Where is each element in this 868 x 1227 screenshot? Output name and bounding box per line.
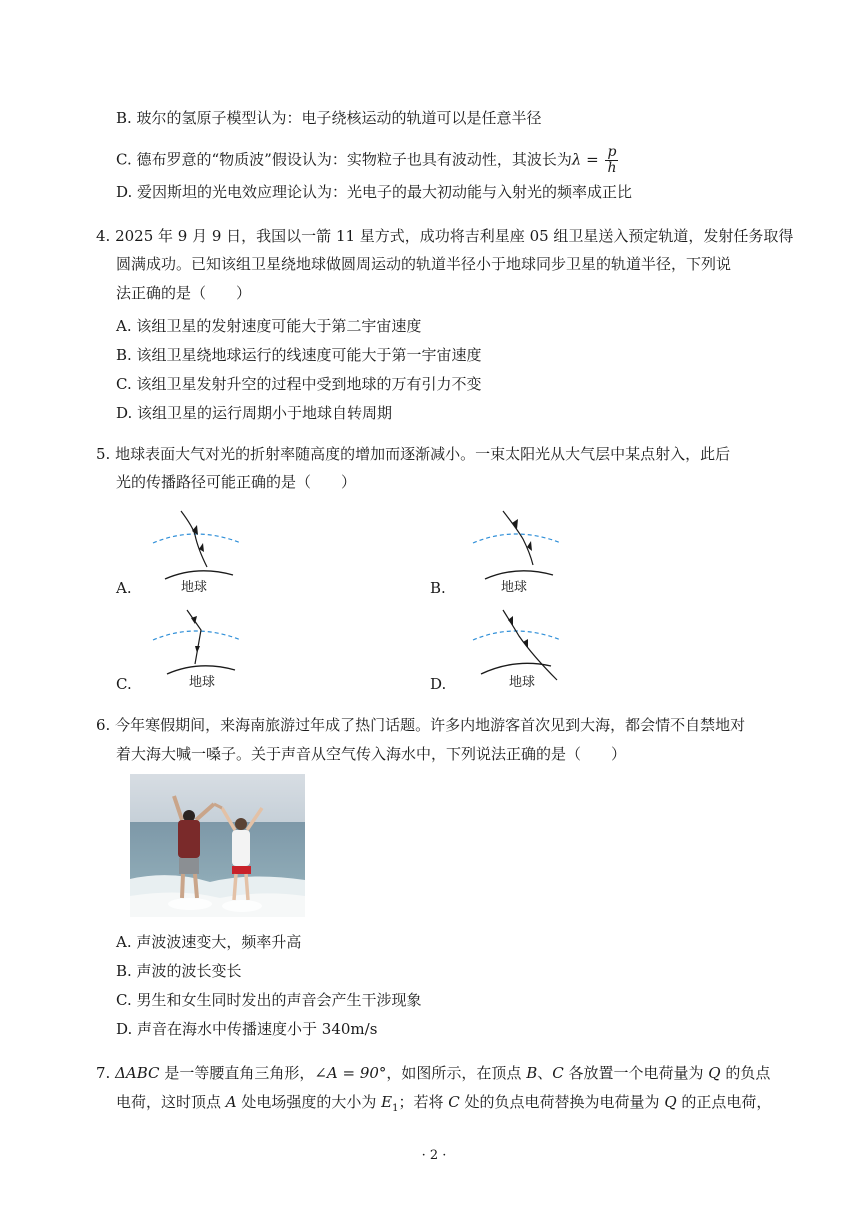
- q7-text: ，如图所示，在顶点: [386, 1064, 527, 1082]
- q6-option-d: D. 声音在海水中传播速度小于 340m/s: [116, 1020, 378, 1038]
- q7-stem-line2: [116, 1092, 771, 1119]
- fraction-numerator: p: [605, 145, 618, 161]
- q4-stem-line1: 4. 2025 年 9 月 9 日，我国以一箭 11 星方式，成功将吉利星座 05 组卫星送入预定轨道，发射任务取得: [96, 227, 794, 245]
- q3-option-d: D. 爱因斯坦的光电效应理论认为：光电子的最大初动能与入射光的频率成正比: [116, 183, 633, 201]
- q7-text: 处电场强度的大小为: [236, 1093, 382, 1111]
- q7-number: 7.: [96, 1064, 111, 1082]
- charge-q: Q: [708, 1064, 721, 1082]
- q4-stem-line2: 圆满成功。已知该组卫星绕地球做圆周运动的轨道半径小于地球同步卫星的轨道半径，下列说: [116, 255, 732, 273]
- diagram-b-label: B.: [430, 579, 446, 597]
- q6-option-a: A. 声波波速变大，频率升高: [116, 933, 302, 951]
- page-number: · 2 ·: [421, 1148, 447, 1163]
- diagram-d-label: D.: [430, 675, 447, 693]
- diagram-c-label: C.: [116, 675, 132, 693]
- q4-option-d: D. 该组卫星的运行周期小于地球自转周期: [116, 404, 393, 422]
- triangle-label: ΔABC: [115, 1064, 160, 1082]
- q7-text: 、: [537, 1064, 553, 1082]
- earth-surface: [167, 666, 235, 674]
- vertex-a: A: [225, 1093, 237, 1111]
- light-ray: [181, 511, 207, 567]
- earth-label: 地球: [509, 675, 536, 690]
- wavelength-fraction: [605, 145, 618, 176]
- vertex-c: C: [552, 1064, 564, 1082]
- charge-q: Q: [664, 1093, 677, 1111]
- q4-option-b: B. 该组卫星绕地球运行的线速度可能大于第一宇宙速度: [116, 346, 482, 364]
- q7-text: 处的负点电荷替换为电荷量为: [459, 1093, 665, 1111]
- earth-surface: [481, 663, 551, 674]
- earth-surface: [165, 571, 233, 579]
- diagram-a-label: A.: [116, 579, 132, 597]
- angle-label: ∠A = 90°: [314, 1064, 387, 1082]
- q7-text: 的正点电荷，: [676, 1093, 772, 1111]
- q7-text: 是一等腰直角三角形，: [159, 1064, 315, 1082]
- earth-label: 地球: [189, 675, 216, 690]
- q5-stem-line2: 光的传播路径可能正确的是（ ）: [116, 473, 357, 491]
- earth-label: 地球: [181, 580, 208, 595]
- q7-text: 各放置一个电荷量为: [563, 1064, 709, 1082]
- field-e-subscript: 1: [392, 1103, 399, 1114]
- earth-surface: [485, 571, 553, 579]
- q7-text: 的负点: [720, 1064, 771, 1082]
- q6-option-b: B. 声波的波长变长: [116, 962, 242, 980]
- light-ray: [503, 511, 533, 565]
- diagram-a: [145, 505, 255, 605]
- diagram-d: [465, 600, 575, 700]
- q6-stem-line1: 6. 今年寒假期间，来海南旅游过年成了热门话题。许多内地游客首次见到大海，都会情不自禁地对: [96, 716, 746, 734]
- earth-label: 地球: [501, 580, 528, 595]
- q3-option-c-text: C. 德布罗意的“物质波”假设认为：实物粒子也具有波动性，其波长为: [116, 150, 572, 169]
- q7-text: 电荷，这时顶点: [116, 1093, 226, 1111]
- q3-option-c: [116, 145, 618, 176]
- lambda-symbol: λ =: [571, 150, 599, 169]
- q5-stem-line1: 5. 地球表面大气对光的折射率随高度的增加而逐渐减小。一束太阳光从大气层中某点射入，此后: [96, 445, 731, 463]
- q3-option-b: B. 玻尔的氢原子模型认为：电子绕核运动的轨道可以是任意半径: [116, 109, 542, 127]
- q4-option-a: A. 该组卫星的发射速度可能大于第二宇宙速度: [116, 317, 422, 335]
- diagram-b: [465, 505, 575, 605]
- fraction-denominator: h: [607, 160, 617, 176]
- q4-option-c: C. 该组卫星发射升空的过程中受到地球的万有引力不变: [116, 375, 482, 393]
- beach-photo: [130, 774, 305, 917]
- arrow-icon: [508, 616, 513, 626]
- q7-text: ；若将: [398, 1093, 449, 1111]
- atmosphere-boundary: [473, 534, 561, 543]
- q6-option-c: C. 男生和女生同时发出的声音会产生干涉现象: [116, 991, 422, 1009]
- atmosphere-boundary: [153, 631, 241, 640]
- q6-stem-line2: 着大海大喊一嗓子。关于声音从空气传入海水中，下列说法正确的是（ ）: [116, 745, 627, 763]
- field-e: E: [381, 1093, 393, 1111]
- q4-stem-line3: 法正确的是（ ）: [116, 284, 252, 302]
- diagram-c: [145, 600, 255, 700]
- vertex-c: C: [448, 1093, 460, 1111]
- vertex-b: B: [526, 1064, 538, 1082]
- q7-stem-line1: [96, 1063, 770, 1083]
